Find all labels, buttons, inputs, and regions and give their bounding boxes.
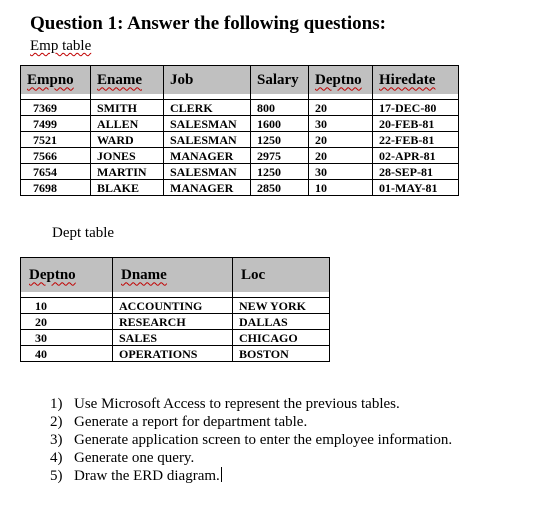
task-text: Generate application screen to enter the employee information. [74,432,453,448]
emp-header-cell: Salary [251,66,309,95]
emp-caption-text: Emp table [30,38,92,54]
dept-row [21,314,330,330]
task-number: 5) [50,468,63,484]
emp-cell: 2850 [251,180,309,196]
emp-row [21,164,459,180]
dept-table-body [21,298,330,362]
emp-cell: 02-APR-81 [373,148,459,164]
task-number: 2) [50,414,63,430]
emp-cell: SALESMAN [164,116,251,132]
dept-header-cell: Deptno [21,258,113,293]
dept-row [21,346,330,362]
emp-table-caption [30,38,91,55]
task-text: Generate a report for department table. [74,414,308,430]
dept-cell: 10 [21,298,113,314]
emp-cell: 20-FEB-81 [373,116,459,132]
emp-cell: 20 [309,100,373,116]
emp-cell: CLERK [164,100,251,116]
emp-cell: 7566 [21,148,91,164]
task-text: Generate one query. [74,450,195,466]
emp-cell: SMITH [91,100,164,116]
emp-row [21,148,459,164]
emp-cell: 2975 [251,148,309,164]
task-text: Use Microsoft Access to represent the previous tables. [74,396,400,412]
dept-cell: SALES [113,330,233,346]
emp-cell: WARD [91,132,164,148]
dept-cell: DALLAS [233,314,330,330]
dept-cell: NEW YORK [233,298,330,314]
emp-row [21,116,459,132]
emp-header-cell: Empno [21,66,91,95]
emp-cell: 7369 [21,100,91,116]
emp-table [20,65,459,196]
emp-row [21,180,459,196]
emp-cell: 1250 [251,132,309,148]
emp-cell: 1600 [251,116,309,132]
task-item [50,431,452,449]
emp-cell: SALESMAN [164,132,251,148]
emp-cell: ALLEN [91,116,164,132]
dept-cell: BOSTON [233,346,330,362]
task-text: Draw the ERD diagram. [74,468,220,484]
dept-cell: 30 [21,330,113,346]
emp-row [21,132,459,148]
dept-cell: CHICAGO [233,330,330,346]
emp-cell: 7654 [21,164,91,180]
emp-cell: BLAKE [91,180,164,196]
dept-header-cell: Loc [233,258,330,293]
emp-cell: 20 [309,132,373,148]
text-cursor [221,467,222,482]
emp-table-body [21,100,459,196]
emp-header-cell: Job [164,66,251,95]
emp-row [21,100,459,116]
dept-cell: ACCOUNTING [113,298,233,314]
dept-table [20,257,330,362]
task-number: 3) [50,432,63,448]
task-number: 1) [50,396,63,412]
emp-cell: MANAGER [164,180,251,196]
emp-cell: 800 [251,100,309,116]
question-heading: Question 1: Answer the following questions: [30,13,386,34]
dept-row [21,330,330,346]
emp-header-cell: Deptno [309,66,373,95]
emp-header-row [21,66,459,95]
task-item [50,395,452,413]
emp-cell: SALESMAN [164,164,251,180]
emp-cell: 28-SEP-81 [373,164,459,180]
emp-cell: 22-FEB-81 [373,132,459,148]
emp-cell: 20 [309,148,373,164]
emp-cell: MANAGER [164,148,251,164]
emp-cell: 1250 [251,164,309,180]
task-item [50,467,452,485]
emp-cell: 30 [309,164,373,180]
emp-cell: 7521 [21,132,91,148]
dept-cell: 40 [21,346,113,362]
emp-header-cell: Hiredate [373,66,459,95]
task-number: 4) [50,450,63,466]
emp-cell: JONES [91,148,164,164]
dept-cell: OPERATIONS [113,346,233,362]
emp-cell: 7499 [21,116,91,132]
emp-cell: 10 [309,180,373,196]
emp-cell: 30 [309,116,373,132]
dept-header-cell: Dname [113,258,233,293]
emp-cell: 7698 [21,180,91,196]
task-item [50,413,452,431]
emp-cell: 01-MAY-81 [373,180,459,196]
dept-cell: RESEARCH [113,314,233,330]
dept-table-caption: Dept table [52,225,115,241]
dept-header-row [21,258,330,293]
emp-cell: 17-DEC-80 [373,100,459,116]
emp-cell: MARTIN [91,164,164,180]
dept-row [21,298,330,314]
dept-cell: 20 [21,314,113,330]
task-item [50,449,452,467]
emp-header-cell: Ename [91,66,164,95]
task-list [50,395,452,485]
